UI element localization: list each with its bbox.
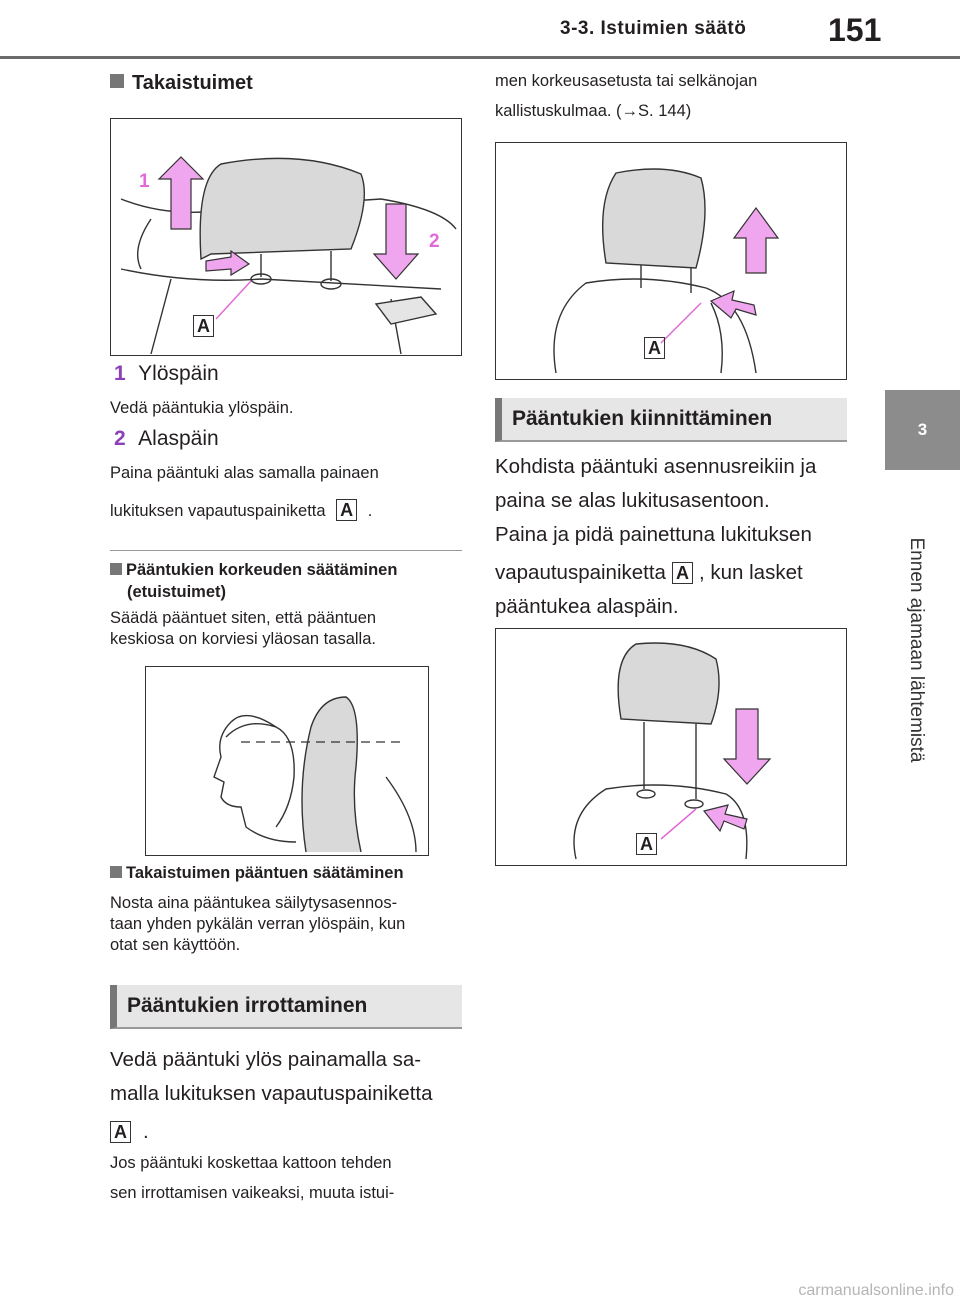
press-arrow-icon [711, 291, 756, 318]
item-down-label: Alaspäin [138, 427, 219, 450]
driver-profile-illustration [146, 667, 428, 855]
item-up-desc: Vedä pääntukia ylöspäin. [110, 399, 294, 417]
fig1-label-a: A [193, 315, 214, 337]
front-text-line-2: keskiosa on korviesi yläosan tasalla. [110, 630, 376, 648]
figure-front-headrest-height [145, 666, 429, 856]
fig1-label-2: 2 [429, 231, 440, 252]
item-down-desc-text: lukituksen vapautuspainiketta [110, 502, 326, 520]
header-rule [0, 56, 960, 59]
removal-text [110, 1043, 433, 1149]
removal-note-line-1: Jos pääntuki koskettaa kattoon tehden [110, 1154, 392, 1172]
item-up-number: 1 [114, 362, 126, 385]
chapter-side-title-text: Ennen ajamaan lähtemistä [906, 537, 927, 763]
headrest-removal-illustration [496, 143, 846, 379]
rear-adjust-text [110, 893, 405, 956]
rear-adjust-line-1: Nosta aina pääntukea säilytysasennos- [110, 894, 398, 912]
rear-seats-heading-text: Takaistuimet [132, 72, 253, 94]
front-text [110, 608, 376, 650]
install-line-4b: , kun lasket [698, 561, 803, 584]
item-down-desc-2 [110, 496, 372, 526]
rear-seats-heading [110, 72, 253, 95]
install-line-4a: vapautuspainiketta [495, 561, 666, 584]
item-up [114, 362, 219, 386]
install-text [495, 450, 875, 624]
square-bullet-icon [110, 563, 122, 575]
install-line-2: paina se alas lukitusasentoon. [495, 489, 770, 512]
button-a-ref: A [110, 1121, 131, 1143]
front-text-line-1: Säädä pääntuet siten, että pääntuen [110, 609, 377, 627]
up-arrow-icon [734, 208, 778, 273]
rear-adjust-heading [110, 862, 404, 884]
section-title: 3-3. Istuimien säätö [560, 18, 747, 39]
front-heading-line-1: Pääntukien korkeuden säätäminen [126, 561, 398, 579]
note-continued-line-2: kallistuskulmaa. (→S. 144) [495, 102, 692, 120]
item-down [114, 427, 219, 451]
front-heading [110, 559, 470, 603]
install-banner: Pääntukien kiinnittäminen [495, 398, 847, 442]
button-a-ref: A [336, 499, 357, 521]
rear-headrest-illustration [111, 119, 461, 355]
figure-rear-headrest-adjust [110, 118, 462, 356]
note-continued-line-1: men korkeusasetusta tai selkänojan [495, 72, 758, 90]
rear-adjust-heading-text: Takaistuimen pääntuen säätäminen [126, 864, 404, 882]
figure-headrest-removal [495, 142, 847, 380]
removal-line-1: Vedä pääntuki ylös painamalla sa- [110, 1048, 422, 1071]
removal-note-line-2: sen irrottamisen vaikeaksi, muuta istui- [110, 1184, 395, 1202]
square-bullet-icon [110, 74, 124, 88]
chapter-side-title [888, 490, 944, 810]
note-continued [495, 66, 757, 126]
rear-adjust-line-3: otat sen käyttöön. [110, 936, 241, 954]
section-divider [110, 550, 462, 551]
install-line-5: pääntukea alaspäin. [495, 595, 679, 618]
front-heading-line-2: (etuistuimet) [127, 583, 226, 601]
removal-line-end: . [143, 1120, 149, 1143]
fig-install-label-a: A [636, 833, 657, 855]
down-arrow-icon [724, 709, 770, 784]
fig1-label-1: 1 [139, 171, 150, 192]
up-arrow-icon [159, 157, 203, 229]
fig-removal-label-a: A [644, 337, 665, 359]
item-down-desc-1: Paina pääntuki alas samalla painaen [110, 464, 379, 482]
install-line-1: Kohdista pääntuki asennusreikiin ja [495, 455, 817, 478]
item-down-number: 2 [114, 427, 126, 450]
watermark: carmanualsonline.info [798, 1282, 954, 1299]
chapter-tab: 3 [885, 390, 960, 470]
item-down-desc-end: . [367, 502, 373, 520]
rear-adjust-line-2: taan yhden pykälän verran ylöspäin, kun [110, 915, 406, 933]
removal-banner: Pääntukien irrottaminen [110, 985, 462, 1029]
removal-line-2: malla lukituksen vapautuspainiketta [110, 1082, 433, 1105]
page-number: 151 [828, 12, 882, 48]
down-arrow-icon [374, 204, 418, 279]
install-line-3: Paina ja pidä painettuna lukituksen [495, 523, 812, 546]
headrest-install-illustration [496, 629, 846, 865]
removal-note [110, 1148, 394, 1208]
figure-headrest-install [495, 628, 847, 866]
square-bullet-icon [110, 866, 122, 878]
button-a-ref: A [672, 562, 693, 584]
item-up-label: Ylöspäin [138, 362, 219, 385]
